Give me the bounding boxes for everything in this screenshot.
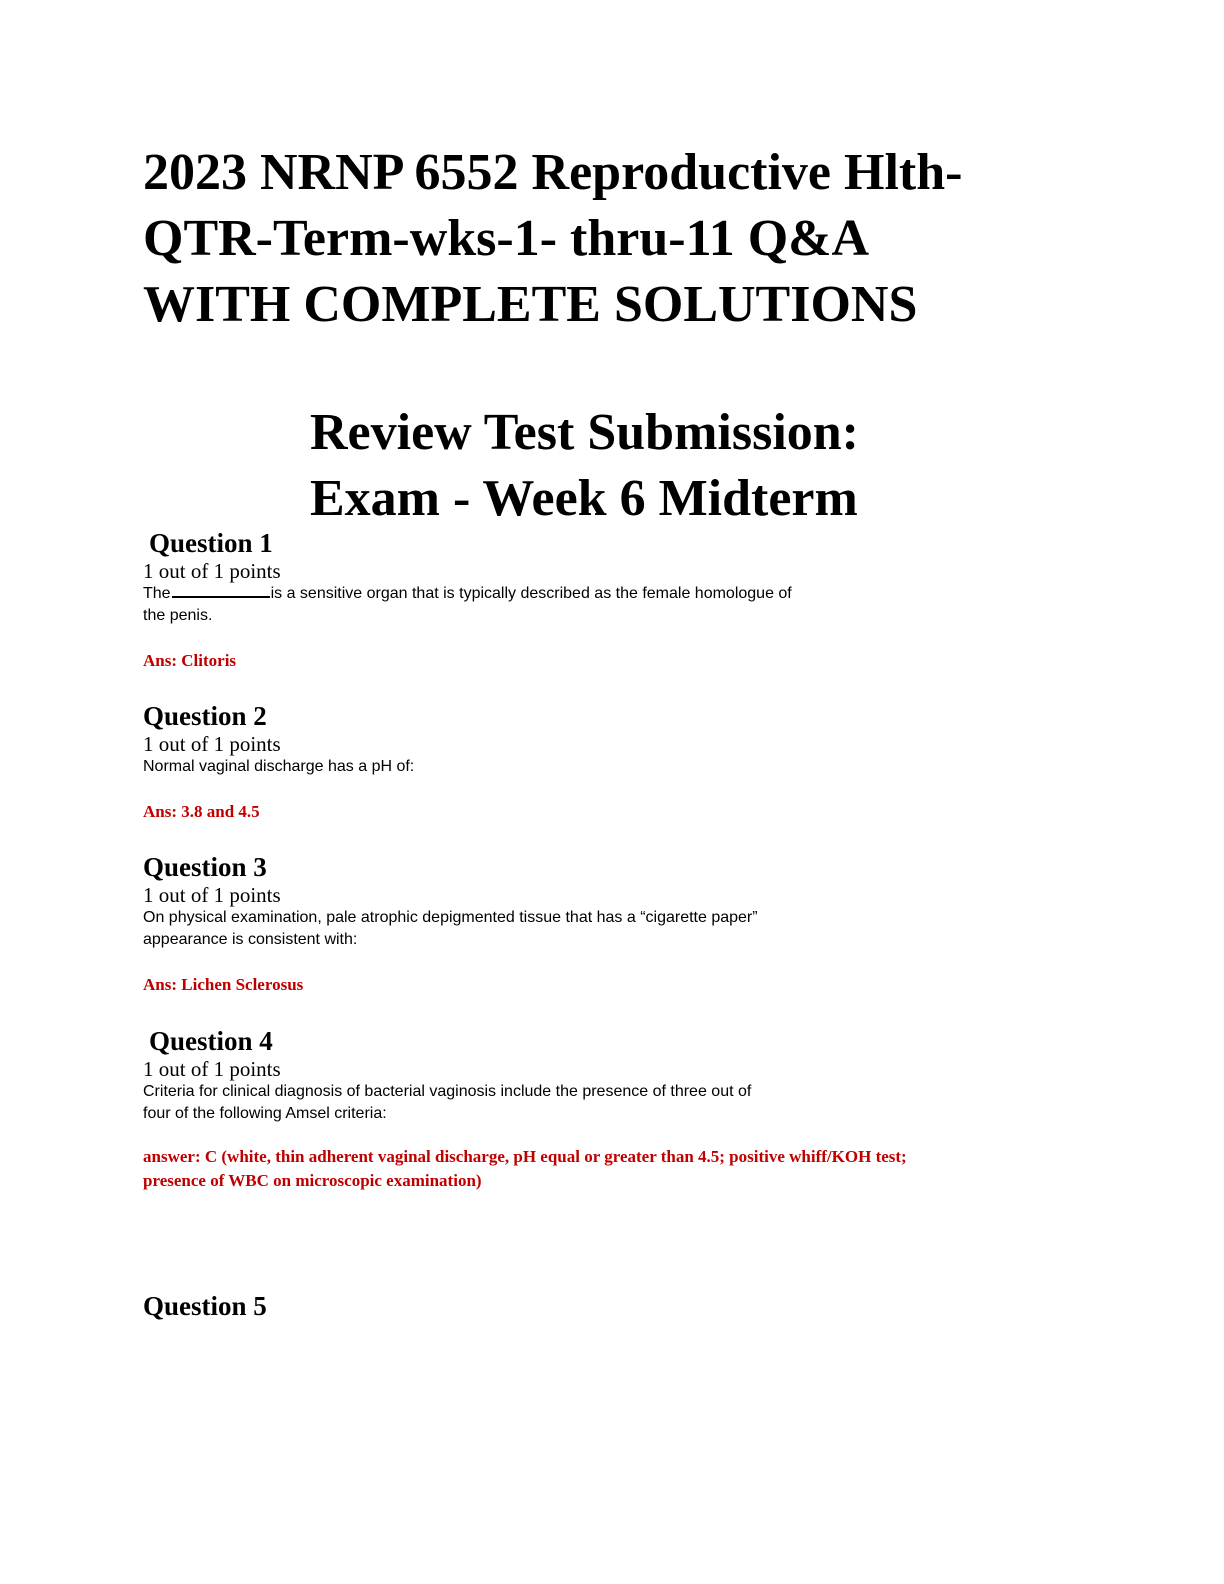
question-heading: Question 5 [143,1291,267,1321]
question-3 [143,851,1063,997]
answer-text [143,649,1063,673]
title-line: WITH COMPLETE SOLUTIONS [143,276,918,333]
question-points: 1 out of 1 points [143,559,281,583]
answer-text [143,973,1063,997]
question-text-line: appearance is consistent with: [143,931,358,948]
title-line: QTR-Term-wks-1- thru-11 Q&A [143,210,870,267]
question-heading: Question 4 [149,1026,273,1056]
question-heading: Question 3 [143,852,267,882]
answer-line: answer: C (white, thin adherent vaginal discharge, pH equal or greater than 4.5; positive whiff/KOH test; [143,1147,907,1166]
title-line: 2023 NRNP 6552 Reproductive Hlth- [143,144,963,201]
question-points: 1 out of 1 points [143,1057,281,1081]
answer-line: presence of WBC on microscopic examination) [143,1171,482,1190]
exam-subtitle [310,400,859,532]
document-title [143,140,1143,338]
question-text-line: On physical examination, pale atrophic depigmented tissue that has a “cigarette paper” [143,909,758,926]
answer-text [143,800,1063,824]
question-text [143,1081,1063,1125]
subtitle-line: Exam - Week 6 Midterm [310,470,858,527]
answer-line: Ans: Clitoris [143,651,237,670]
question-text [143,583,1063,627]
question-text-line: four of the following Amsel criteria: [143,1105,387,1122]
question-points: 1 out of 1 points [143,732,281,756]
question-text-line: Normal vaginal discharge has a pH of: [143,758,415,775]
question-text-prefix: The [143,585,171,602]
answer-line: Ans: Lichen Sclerosus [143,975,304,994]
question-text-line: is a sensitive organ that is typically described as the female homologue of [270,585,792,602]
question-2 [143,700,1063,824]
question-5 [143,1290,1063,1322]
question-text-line: the penis. [143,607,213,624]
answer-line: Ans: 3.8 and 4.5 [143,802,260,821]
question-text-line: Criteria for clinical diagnosis of bacterial vaginosis include the presence of three out of [143,1083,752,1100]
question-text [143,907,1063,951]
question-heading: Question 2 [143,701,267,731]
question-1 [143,527,1063,673]
answer-text [143,1145,1063,1193]
subtitle-line: Review Test Submission: [310,404,859,461]
question-text [143,756,1063,778]
question-heading: Question 1 [149,528,273,558]
question-4 [143,1025,1063,1193]
fill-in-blank [172,584,270,598]
question-points: 1 out of 1 points [143,883,281,907]
